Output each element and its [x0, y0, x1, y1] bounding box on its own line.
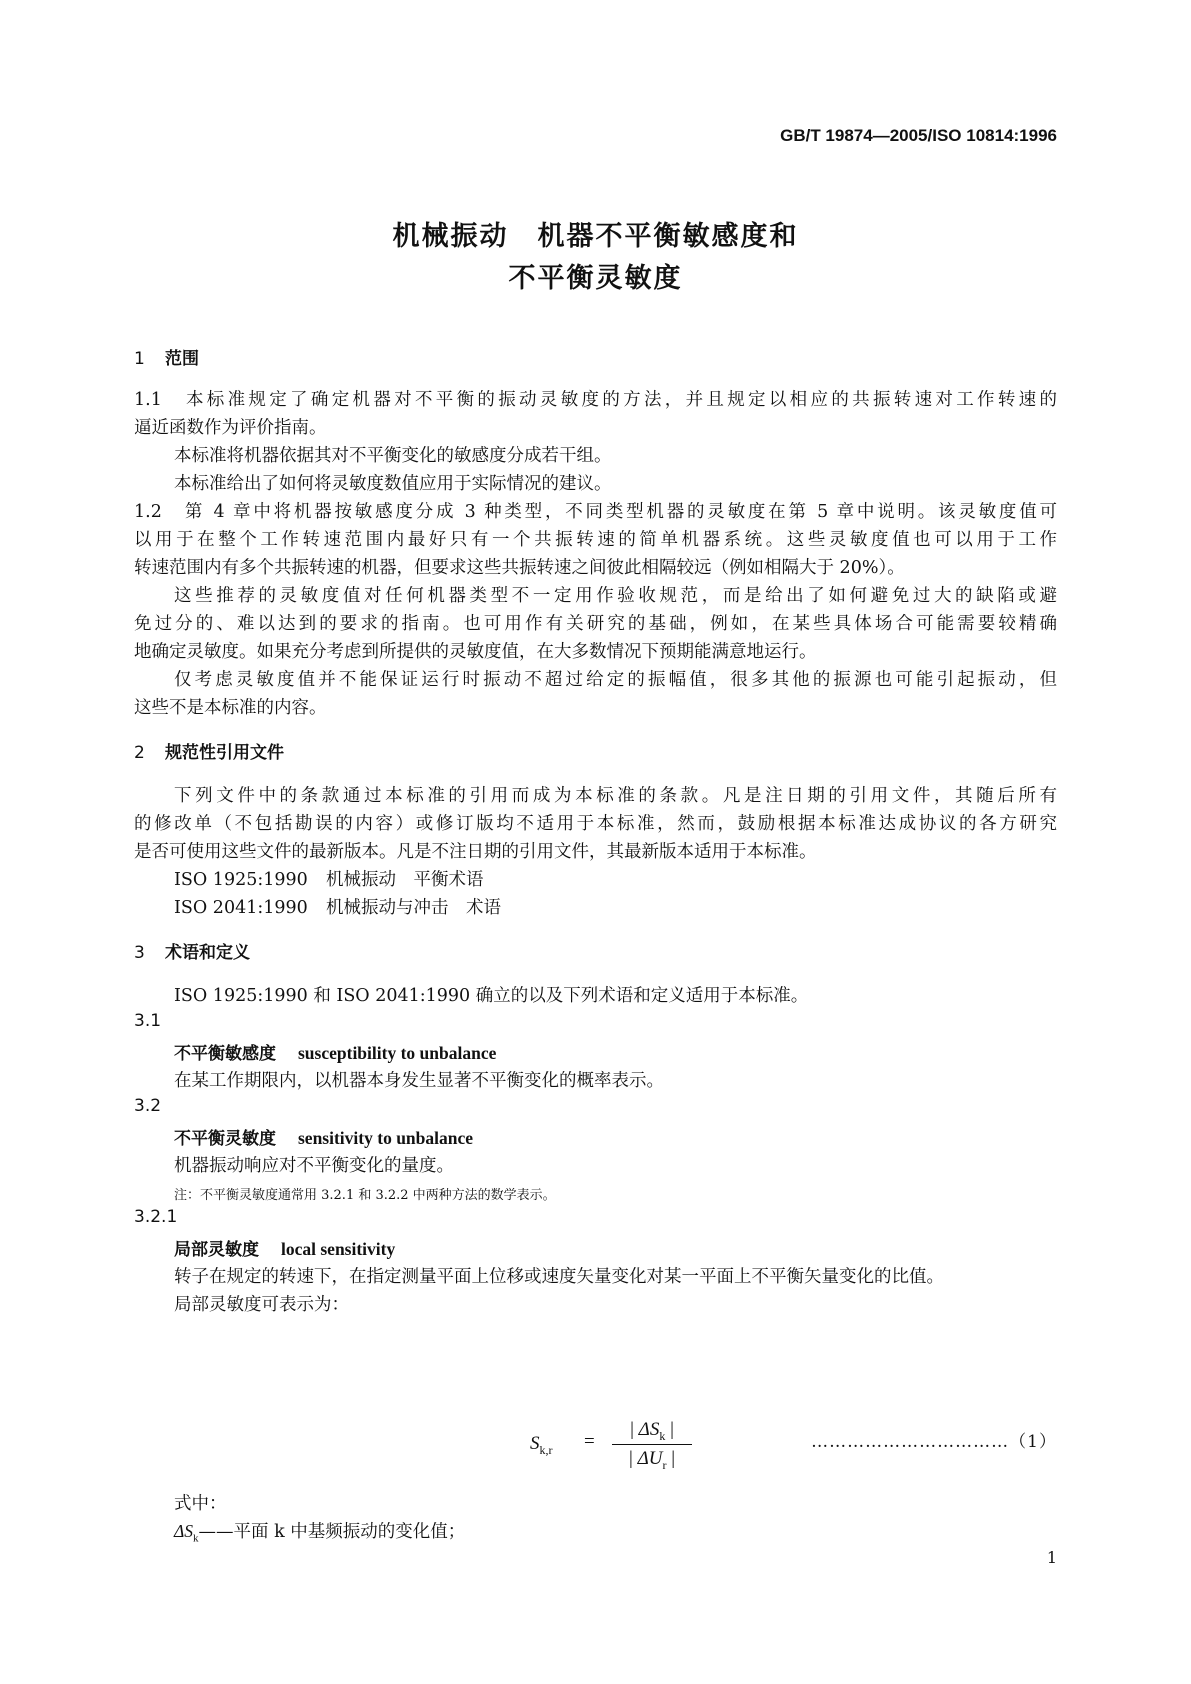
section-title: 范围	[165, 349, 199, 369]
section-title: 规范性引用文件	[165, 743, 284, 763]
expression-intro: 局部灵敏度可表示为：	[174, 1295, 349, 1315]
section-2-heading	[134, 738, 284, 763]
formula-1	[530, 1417, 720, 1473]
paragraph-line: 是否可使用这些文件的最新版本。凡是不注日期的引用文件，其最新版本适用于本标准。	[134, 842, 817, 862]
reference-code: ISO 1925:1990	[174, 870, 308, 890]
section-3-heading	[134, 938, 250, 963]
term-entry	[174, 1235, 395, 1260]
term-definition: 转子在规定的转速下，在指定测量平面上位移或速度矢量变化对某一平面上不平衡矢量变化的比值。	[174, 1267, 944, 1287]
document-title-line2: 不平衡灵敏度	[508, 263, 683, 294]
formula-lhs: $S_{k,r}$	[530, 1433, 553, 1457]
term-name-en: local sensitivity	[281, 1239, 396, 1259]
term-entry	[174, 1124, 473, 1149]
clause-1-1-line2: 逼近函数作为评价指南。	[134, 418, 327, 438]
clause-1-2-line3: 转速范围内有多个共振转速的机器，但要求这些共振转速之间彼此相隔较远（例如相隔大于 20%）。	[134, 558, 905, 578]
paragraph-line: 仅考虑灵敏度值并不能保证运行时振动不超过给定的振幅值，很多其他的振源也可能引起振动，但	[174, 670, 1057, 690]
term-number: 3.1	[134, 1011, 162, 1031]
section-number: 2	[134, 743, 145, 763]
term-definition: 在某工作期限内，以机器本身发生显著不平衡变化的概率表示。	[174, 1071, 664, 1091]
section-1-heading	[134, 344, 199, 369]
dot-leader: ……………………………	[811, 1432, 1010, 1452]
formula-numerator: | $\Delta S_k$ |	[630, 1419, 674, 1443]
term-name-en: susceptibility to unbalance	[298, 1043, 497, 1063]
term-number: 3.2	[134, 1096, 162, 1116]
note: 注：不平衡灵敏度通常用 3.2.1 和 3.2.2 中两种方法的数学表示。	[174, 1188, 556, 1203]
normative-reference	[174, 866, 484, 891]
equation-number	[811, 1427, 1057, 1452]
standard-code: GB/T 19874—2005/ISO 10814:1996	[780, 126, 1057, 145]
where-item	[174, 1518, 465, 1545]
term-name-en: sensitivity to unbalance	[298, 1128, 474, 1148]
section-number: 1	[134, 349, 145, 369]
section-number: 3	[134, 943, 145, 963]
equation-label: （1）	[1009, 1432, 1057, 1452]
clause-1-1-line1: 1.1 本标准规定了确定机器对不平衡的振动灵敏度的方法，并且规定以相应的共振转速对工作转速的	[134, 390, 1057, 410]
paragraph-line: 这些推荐的灵敏度值对任何机器类型不一定用作验收规范，而是给出了如何避免过大的缺陷或避	[174, 586, 1057, 606]
reference-code: ISO 2041:1990	[174, 898, 308, 918]
term-name-cn: 不平衡灵敏度	[174, 1129, 276, 1149]
formula-denominator: | $\Delta U_r$ |	[629, 1448, 675, 1472]
section-title: 术语和定义	[165, 943, 250, 963]
reference-title: 机械振动与冲击 术语	[326, 898, 501, 918]
term-definition: 机器振动响应对不平衡变化的量度。	[174, 1156, 454, 1176]
paragraph: 本标准将机器依据其对不平衡变化的敏感度分成若干组。	[174, 446, 612, 466]
term-entry	[174, 1039, 496, 1064]
clause-1-2-line1: 1.2 第 4 章中将机器按敏感度分成 3 种类型，不同类型机器的灵敏度在第 5 章中说明。该灵敏度值可	[134, 502, 1057, 522]
clause-1-2-line2: 以用于在整个工作转速范围内最好只有一个共振转速的简单机器系统。这些灵敏度值也可以用于工作	[134, 530, 1057, 550]
paragraph-line: 地确定灵敏度。如果充分考虑到所提供的灵敏度值，在大多数情况下预期能满意地运行。	[134, 642, 817, 662]
paragraph-line: 下列文件中的条款通过本标准的引用而成为本标准的条款。凡是注日期的引用文件，其随后所有	[174, 786, 1057, 806]
paragraph: ISO 1925:1990 和 ISO 2041:1990 确立的以及下列术语和定义适用于本标准。	[174, 986, 809, 1006]
paragraph: 本标准给出了如何将灵敏度数值应用于实际情况的建议。	[174, 474, 612, 494]
symbol-description: ——平面 k 中基频振动的变化值；	[198, 1522, 466, 1542]
page-number: 1	[1046, 1548, 1057, 1567]
symbol: $\Delta S_k$	[174, 1521, 199, 1545]
term-name-cn: 局部灵敏度	[174, 1240, 259, 1260]
paragraph-line: 的修改单（不包括勘误的内容）或修订版均不适用于本标准，然而，鼓励根据本标准达成协议的各方研究	[134, 814, 1057, 834]
formula-fraction	[612, 1417, 692, 1472]
paragraph-line: 免过分的、难以达到的要求的指南。也可用作有关研究的基础，例如，在某些具体场合可能需要较精确	[134, 614, 1057, 634]
term-number: 3.2.1	[134, 1207, 178, 1227]
reference-title: 机械振动 平衡术语	[326, 870, 484, 890]
paragraph-line: 这些不是本标准的内容。	[134, 698, 327, 718]
normative-reference	[174, 894, 501, 919]
document-title-line1: 机械振动 机器不平衡敏感度和	[392, 221, 799, 252]
fraction-bar	[612, 1444, 692, 1445]
equals-sign: =	[584, 1431, 595, 1452]
term-name-cn: 不平衡敏感度	[174, 1044, 276, 1064]
where-label: 式中：	[174, 1494, 227, 1514]
